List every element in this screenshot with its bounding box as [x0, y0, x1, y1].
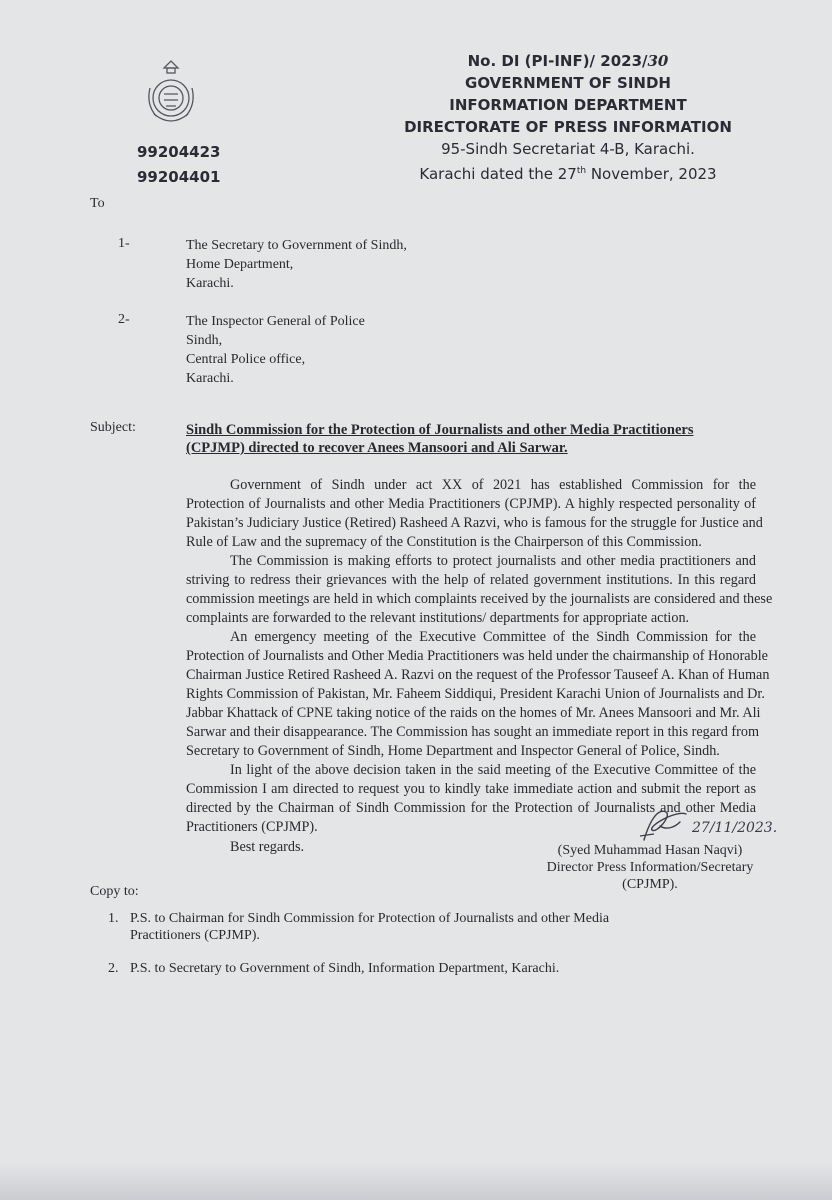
subject-text: [186, 421, 756, 457]
phone-number-1: 99204423: [137, 143, 221, 161]
date-superscript: th: [576, 166, 587, 176]
org-line-3: DIRECTORATE OF PRESS INFORMATION: [404, 118, 732, 136]
recipient-2-line: The Inspector General of Police: [186, 314, 365, 329]
body-line: commission meetings are held in which complaints received by the journalists are considered and these: [186, 591, 773, 607]
recipient-2-number: 2-: [118, 312, 130, 327]
subject-line-1: Sindh Commission for the Protection of Journalists and other Media Practitioners: [186, 422, 694, 438]
copy-to-label: Copy to:: [90, 884, 139, 899]
body-line: Chairman Justice Retired Rasheed A. Razvi on the request of the Professor Tauseef A. Khan of Human: [186, 667, 770, 683]
signature-date: 27/11/2023.: [692, 820, 778, 836]
subject-label: Subject:: [90, 420, 136, 435]
reference-number-handwritten: 30: [647, 52, 669, 70]
signatory-name: (Syed Muhammad Hasan Naqvi): [557, 843, 743, 858]
government-seal-icon: [142, 58, 200, 130]
recipient-1-number: 1-: [118, 236, 130, 251]
recipient-2-line: Sindh,: [186, 333, 223, 348]
body-line: In light of the above decision taken in the said meeting of the Executive Committee of the: [230, 762, 756, 778]
body-line: Sarwar and their disappearance. The Commission has sought an immediate report in this regard from: [186, 724, 759, 740]
signatory-org: (CPJMP).: [622, 877, 678, 892]
recipient-1: [186, 236, 407, 293]
handwritten-signature: [636, 800, 698, 846]
body-line: Practitioners (CPJMP).: [186, 819, 318, 835]
phone-number-2: 99204401: [137, 168, 221, 186]
date-suffix: November, 2023: [586, 165, 717, 183]
body-line: Rule of Law and the supremacy of the Constitution is the Chairperson of this Commission.: [186, 534, 702, 550]
org-line-1: GOVERNMENT OF SINDH: [465, 74, 671, 92]
body-line: Protection of Journalists and other Media Practitioners (CPJMP). A highly respected personality of: [186, 496, 756, 512]
recipient-1-line: Karachi.: [186, 276, 234, 291]
page-bottom-shadow: [0, 1162, 832, 1200]
org-line-2: INFORMATION DEPARTMENT: [449, 96, 687, 114]
date-line: [398, 160, 738, 185]
recipient-1-line: The Secretary to Government of Sindh,: [186, 238, 407, 253]
body-line: complaints are forwarded to the relevant institutions/ departments for appropriate action.: [186, 610, 690, 626]
to-label: To: [90, 196, 105, 211]
recipient-2-line: Karachi.: [186, 371, 234, 386]
body-line: Pakistan’s Judiciary Justice (Retired) Rasheed A Razvi, who is famous for the struggle for Justice and: [186, 515, 763, 531]
reference-number: [398, 50, 738, 72]
recipient-2-line: Central Police office,: [186, 352, 306, 367]
body-line: Commission I am directed to request you to kindly take immediate action and submit the report as: [186, 781, 756, 797]
subject-line-2: (CPJMP) directed to recover Anees Mansoori and Ali Sarwar.: [186, 440, 568, 456]
closing-text: Best regards.: [230, 839, 305, 855]
signatory-title: Director Press Information/Secretary: [546, 860, 754, 875]
copy-item-2: [108, 960, 559, 977]
body-line: directed by the Chairman of Sindh Commission for the Protection of Journalists and other Media: [186, 800, 756, 816]
body-line: An emergency meeting of the Executive Committee of the Sindh Commission for the: [230, 629, 756, 645]
copy-item-text: P.S. to Secretary to Government of Sindh, Information Department, Karachi.: [130, 961, 560, 976]
recipient-1-line: Home Department,: [186, 257, 294, 272]
copy-item-number: 2.: [108, 961, 119, 976]
body-line: Government of Sindh under act XX of 2021 has established Commission for the: [230, 477, 756, 493]
body-line: striving to redress their grievances with the help of related government institutions. In this regard: [186, 572, 756, 588]
signatory-block: [500, 842, 800, 893]
date-prefix: Karachi dated the 27: [419, 165, 577, 183]
body-line: Rights Commission of Pakistan, Mr. Faheem Siddiqui, President Karachi Union of Journalists and Dr.: [186, 686, 765, 702]
address-line: 95-Sindh Secretariat 4-B, Karachi.: [441, 140, 695, 158]
copy-item-1: [108, 910, 609, 944]
recipient-2: [186, 312, 365, 388]
copy-item-text: Practitioners (CPJMP).: [130, 928, 260, 943]
copy-item-number: 1.: [108, 911, 119, 926]
body-line: Secretary to Government of Sindh, Home Department and Inspector General of Police, Sindh.: [186, 743, 720, 759]
letterhead: [398, 50, 738, 185]
copy-item-text: P.S. to Chairman for Sindh Commission for Protection of Journalists and other Media: [130, 911, 610, 926]
body-line: Protection of Journalists and Other Media Practitioners was held under the chairmanship of Honorable: [186, 648, 768, 664]
reference-number-printed: No. DI (PI-INF)/ 2023/: [467, 52, 648, 70]
body-line: The Commission is making efforts to protect journalists and other media practitioners and: [230, 553, 756, 569]
body-line: Jabbar Khattack of CPNE taking notice of the raids on the homes of Mr. Anees Mansoori and Mr. Ali: [186, 705, 761, 721]
